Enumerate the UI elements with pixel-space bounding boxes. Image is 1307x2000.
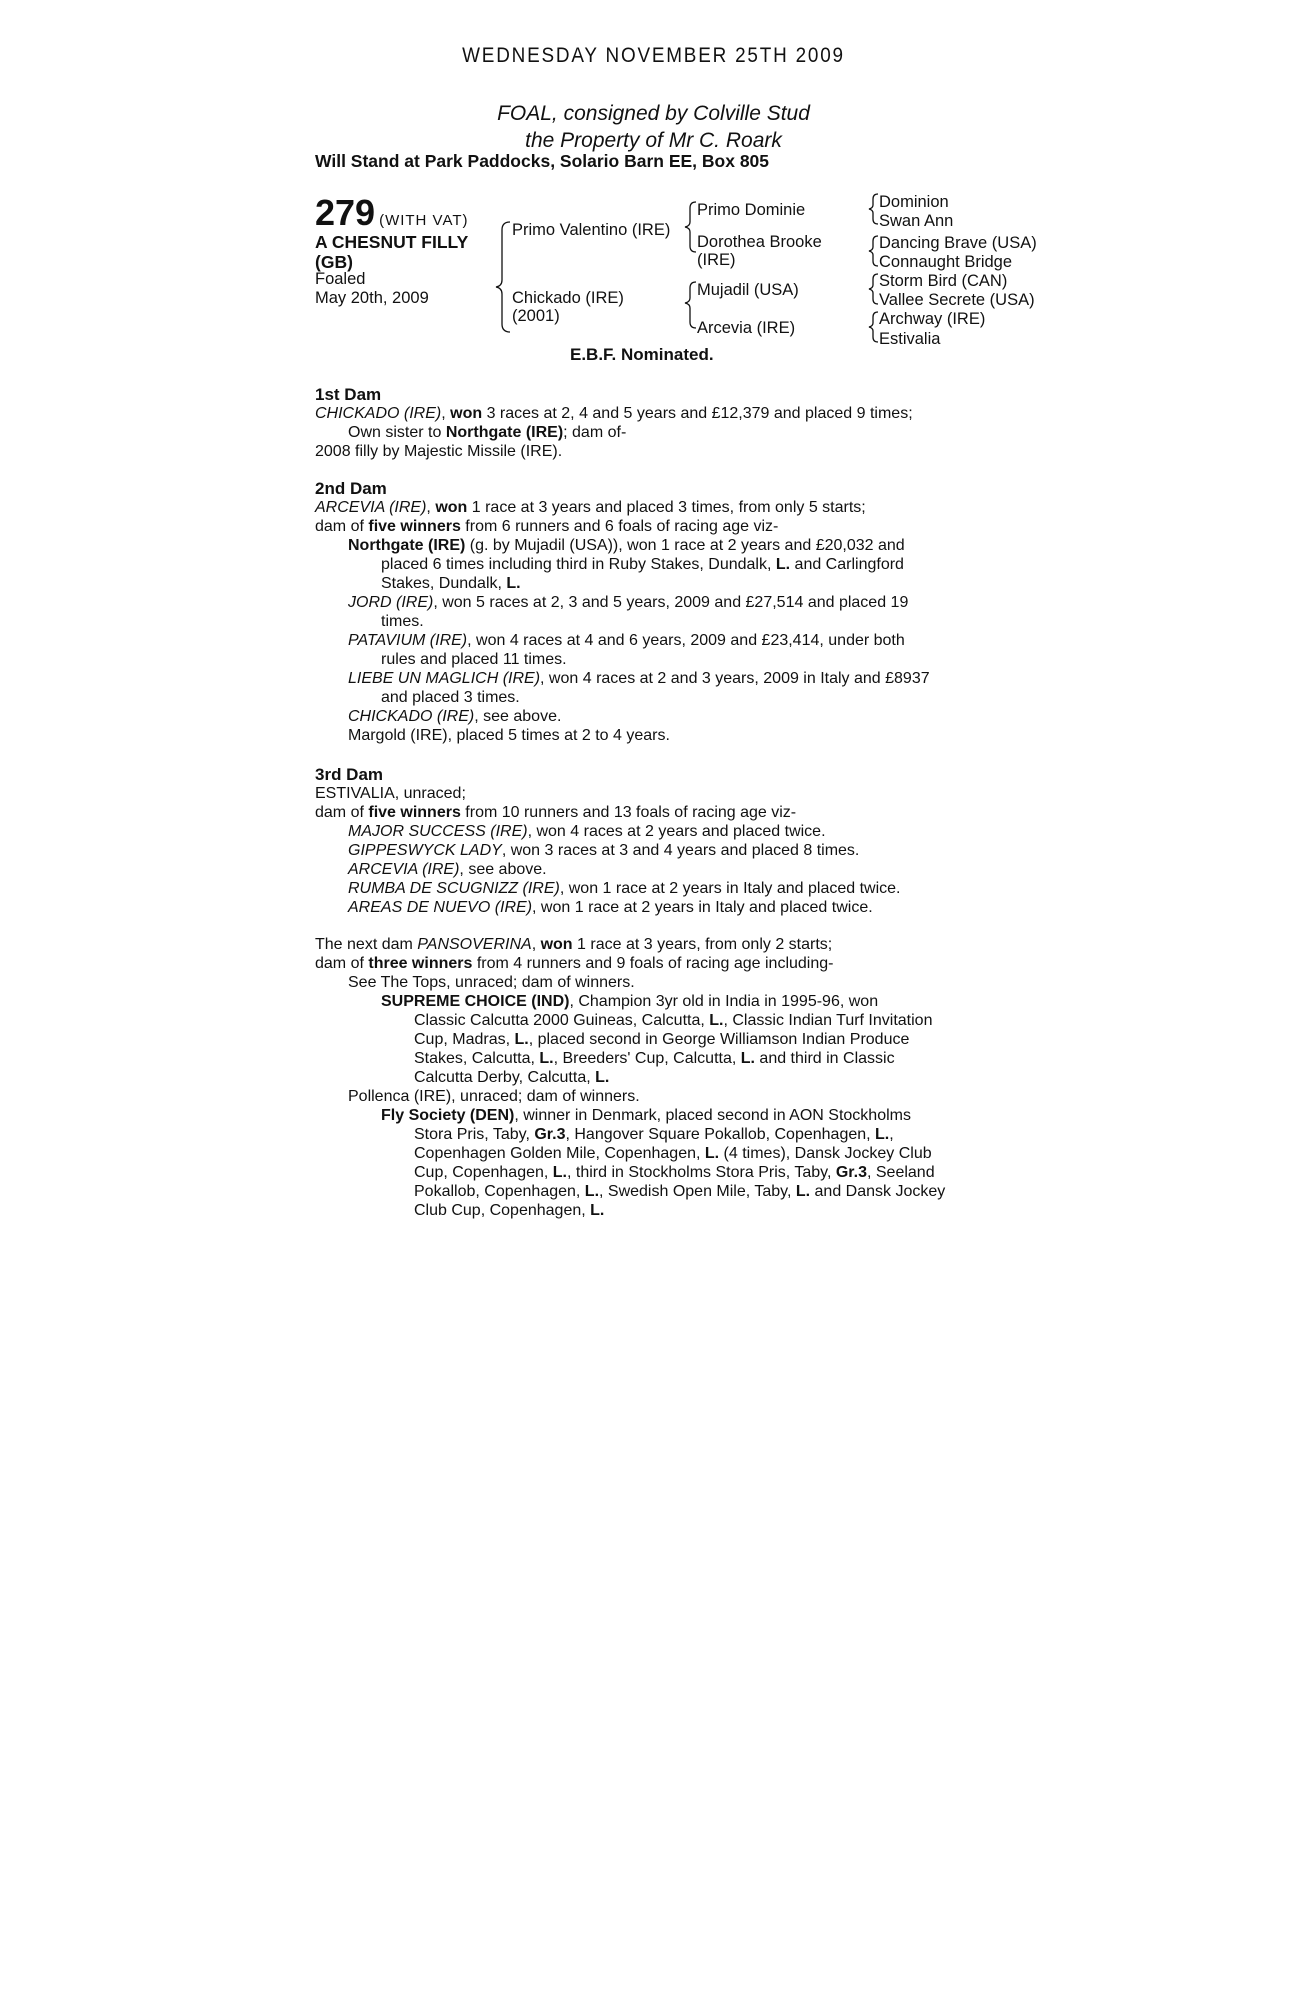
grand-progeny-cont (315, 1182, 995, 1201)
progeny-name: AREAS DE NUEVO (IRE) (348, 899, 533, 916)
winners-count: five winners (368, 804, 461, 821)
pedigree-sire-dam-name: Dorothea Brooke (697, 233, 822, 251)
progeny-text: Calcutta Derby, Calcutta, (414, 1069, 596, 1086)
pedigree-sss: Dominion (879, 193, 949, 211)
progeny-text: , won 1 race at 2 years in Italy and placed twice. (532, 899, 873, 916)
progeny-entry (315, 860, 995, 879)
produce-line: 2008 filly by Majestic Missile (IRE). (315, 443, 563, 460)
listed-label: L. (552, 1164, 567, 1181)
progeny-entry (315, 879, 995, 898)
progeny-name: Fly Society (DEN) (381, 1107, 515, 1124)
winners-count: five winners (368, 518, 461, 535)
progeny-text: , see above. (459, 861, 547, 878)
first-dam-section (315, 385, 995, 461)
record-text: 1 race at 3 years and placed 3 times, from only 5 starts; (467, 499, 866, 516)
dam-of-line (315, 517, 995, 536)
pedigree-dam (512, 289, 624, 325)
sister-name: Northgate (IRE) (445, 424, 564, 441)
group-label: Gr.3 (835, 1164, 867, 1181)
pedigree-sdd: Connaught Bridge (879, 253, 1013, 271)
won-label: won (450, 405, 483, 422)
progeny-text: and Carlingford (790, 556, 904, 573)
sale-date: WEDNESDAY NOVEMBER 25TH 2009 (462, 44, 845, 67)
pedigree-dam-name: Chickado (IRE) (512, 289, 624, 307)
progeny-entry (315, 822, 995, 841)
pedigree-sire: Primo Valentino (IRE) (512, 221, 671, 239)
foaled-date: May 20th, 2009 (315, 289, 429, 307)
dam-of-line (315, 803, 995, 822)
progeny-text: , won 1 race at 2 years in Italy and placed twice. (559, 880, 901, 897)
foals-text: from 4 runners and 9 foals of racing age including- (472, 955, 834, 972)
progeny-name: PATAVIUM (IRE) (348, 632, 468, 649)
ebf-nominated: E.B.F. Nominated. (570, 345, 714, 364)
progeny-entry (315, 841, 995, 860)
listed-label: L. (506, 575, 521, 592)
progeny-text: Copenhagen Golden Mile, Copenhagen, (414, 1145, 705, 1162)
progeny-text: Cup, Madras, (414, 1031, 515, 1048)
progeny-entry: See The Tops, unraced; dam of winners. (348, 974, 635, 991)
own-sister-label: Own sister to (348, 424, 446, 441)
progeny-text: , won 4 races at 2 and 3 years, 2009 in Italy and £8937 (540, 670, 930, 687)
progeny-entry (315, 707, 995, 726)
group-label: Gr.3 (534, 1126, 566, 1143)
grand-progeny-cont: Stora Pris, Taby, Gr.3, Hangover Square Pokallob, Copenhagen, L., (414, 1126, 894, 1143)
second-dam-heading: 2nd Dam (315, 479, 387, 498)
progeny-text: Classic Calcutta 2000 Guineas, Calcutta, (414, 1012, 710, 1029)
progeny-entry-cont: rules and placed 11 times. (381, 651, 567, 668)
dam-name: PANSOVERINA (417, 936, 532, 953)
progeny-text: , third in Stockholms Stora Pris, Taby, (567, 1164, 836, 1181)
second-dam-line: ARCEVIA (IRE), won 1 race at 3 years and placed 3 times, from only 5 starts; (315, 499, 866, 516)
progeny-name: MAJOR SUCCESS (IRE) (348, 823, 528, 840)
pedigree-sire-dam (697, 233, 822, 269)
next-dam-line: The next dam PANSOVERINA, won 1 race at 3 years, from only 2 starts; (315, 936, 833, 953)
progeny-name: SUPREME CHOICE (IND) (381, 993, 570, 1010)
dam-name: CHICKADO (IRE) (315, 405, 442, 422)
listed-label: L. (514, 1031, 529, 1048)
progeny-text: , placed second in George Williamson Indian Produce (528, 1031, 910, 1048)
listed-label: L. (709, 1012, 724, 1029)
lot-number: 279 (315, 192, 376, 233)
dam-of-line (315, 954, 995, 973)
progeny-text: Cup, Copenhagen, (414, 1164, 553, 1181)
progeny-entry-cont: and placed 3 times. (381, 689, 520, 706)
pedigree-ddd: Estivalia (879, 330, 941, 348)
grand-progeny-cont (315, 1049, 995, 1068)
progeny-name: GIPPESWYCK LADY (348, 842, 502, 859)
listed-label: L. (584, 1183, 600, 1200)
pedigree-dam-year: (2001) (512, 307, 560, 325)
progeny-entry-cont (315, 555, 995, 574)
progeny-text: placed 6 times including third in Ruby Stakes, Dundalk, (381, 556, 776, 573)
progeny-text: Stakes, Calcutta, (414, 1050, 540, 1067)
progeny-text: and Dansk Jockey (810, 1183, 946, 1200)
progeny-text: , Champion 3yr old in India in 1995-96, won (569, 993, 879, 1010)
foals-text: from 6 runners and 6 foals of racing age viz- (460, 518, 779, 535)
progeny-entry (315, 631, 995, 650)
first-dam-heading: 1st Dam (315, 385, 382, 404)
progeny-text: , Hangover Square Pokallob, Copenhagen, (565, 1126, 876, 1143)
pedigree-ssd: Swan Ann (879, 212, 954, 230)
progeny-text: Stora Pris, Taby, (414, 1126, 535, 1143)
winners-count: three winners (368, 955, 473, 972)
progeny-name: LIEBE UN MAGLICH (IRE) (348, 670, 541, 687)
listed-label: L. (775, 556, 791, 573)
progeny-entry: Pollenca (IRE), unraced; dam of winners. (348, 1088, 640, 1105)
progeny-text: Pokallob, Copenhagen, (414, 1183, 585, 1200)
consignor-line: FOAL, consigned by Colville Stud (497, 102, 810, 125)
dam-name: ARCEVIA (IRE) (315, 499, 427, 516)
horse-origin: (GB) (315, 252, 353, 272)
grand-progeny-cont (315, 1163, 995, 1182)
listed-label: L. (590, 1202, 605, 1219)
progeny-entry (315, 536, 995, 555)
next-dam-section (315, 935, 995, 1220)
progeny-entry-cont: times. (381, 613, 424, 630)
progeny-text: Stakes, Dundalk, (381, 575, 507, 592)
foals-text: from 10 runners and 13 foals of racing age viz- (460, 804, 797, 821)
pedigree-dss: Storm Bird (CAN) (879, 272, 1008, 290)
grand-progeny-cont (315, 1030, 995, 1049)
stand-location: Will Stand at Park Paddocks, Solario Barn EE, Box 805 (315, 151, 770, 171)
next-dam-prefix: The next dam (315, 936, 418, 953)
dam-of-label: dam of (315, 804, 369, 821)
pedigree-sds: Dancing Brave (USA) (879, 234, 1037, 252)
grand-progeny-entry (315, 1106, 995, 1125)
listed-label: L. (595, 1069, 610, 1086)
progeny-text: , see above. (474, 708, 562, 725)
third-dam-line: ESTIVALIA, unraced; (315, 785, 466, 802)
progeny-text: (4 times), Dansk Jockey Club (719, 1145, 932, 1162)
progeny-name: JORD (IRE) (348, 594, 434, 611)
progeny-text: , won 4 races at 2 years and placed twice. (527, 823, 826, 840)
progeny-text: (g. by Mujadil (USA)), won 1 race at 2 years and £20,032 and (465, 537, 905, 554)
horse-description-line: A CHESNUT FILLY (315, 232, 469, 252)
pedigree-braces (0, 0, 1307, 360)
progeny-text: , Classic Indian Turf Invitation (723, 1012, 933, 1029)
progeny-text: , won 4 races at 4 and 6 years, 2009 and £23,414, under both (467, 632, 905, 649)
record-text: 1 race at 3 years, from only 2 starts; (572, 936, 833, 953)
grand-progeny-cont (315, 1144, 995, 1163)
progeny-text: , winner in Denmark, placed second in AON Stockholms (514, 1107, 911, 1124)
progeny-entry (315, 669, 995, 688)
dam-of-label: dam of (315, 518, 369, 535)
third-dam-heading: 3rd Dam (315, 765, 384, 784)
progeny-entry: Margold (IRE), placed 5 times at 2 to 4 years. (348, 727, 670, 744)
pedigree-dsd: Vallee Secrete (USA) (879, 291, 1035, 309)
dam-of-label: dam of (315, 955, 369, 972)
own-sister-line (315, 423, 995, 442)
progeny-text: , Swedish Open Mile, Taby, (599, 1183, 796, 1200)
vat-label: (WITH VAT) (379, 212, 469, 229)
listed-label: L. (740, 1050, 755, 1067)
listed-label: L. (875, 1126, 890, 1143)
progeny-name: RUMBA DE SCUGNIZZ (IRE) (348, 880, 560, 897)
grand-progeny-entry (315, 992, 995, 1011)
progeny-text: Club Cup, Copenhagen, (414, 1202, 591, 1219)
pedigree-sire-dam-country: (IRE) (697, 251, 736, 269)
pedigree-dam-sire: Mujadil (USA) (697, 281, 799, 299)
progeny-entry (315, 593, 995, 612)
property-line: the Property of Mr C. Roark (525, 129, 782, 152)
listed-label: L. (795, 1183, 811, 1200)
listed-label: L. (539, 1050, 554, 1067)
grand-progeny-cont (315, 1201, 995, 1220)
pedigree-dam-dam: Arcevia (IRE) (697, 319, 796, 337)
record-text: 3 races at 2, 4 and 5 years and £12,379 and placed 9 times; (482, 405, 913, 422)
progeny-text: , Breeders' Cup, Calcutta, (553, 1050, 741, 1067)
first-dam-line: CHICKADO (IRE), won 3 races at 2, 4 and 5 years and £12,379 and placed 9 times; (315, 405, 913, 422)
pedigree-sire-sire: Primo Dominie (697, 201, 806, 219)
progeny-entry-cont (315, 574, 995, 593)
dam-of-label: ; dam of- (563, 424, 627, 441)
progeny-text: , Seeland (866, 1164, 935, 1181)
won-label: won (435, 499, 468, 516)
progeny-text: and third in Classic (754, 1050, 895, 1067)
second-dam-section (315, 479, 995, 745)
foaled-label: Foaled (315, 270, 366, 288)
progeny-text: , won 3 races at 3 and 4 years and placed 8 times. (501, 842, 860, 859)
listed-label: L. (704, 1145, 720, 1162)
pedigree-dds: Archway (IRE) (879, 310, 986, 328)
progeny-text: , won 5 races at 2, 3 and 5 years, 2009 and £27,514 and placed 19 (433, 594, 909, 611)
third-dam-section (315, 765, 995, 917)
grand-progeny-cont (315, 1068, 995, 1087)
grand-progeny-cont (315, 1011, 995, 1030)
progeny-name: Northgate (IRE) (348, 537, 466, 554)
progeny-name: CHICKADO (IRE) (348, 708, 475, 725)
won-label: won (540, 936, 573, 953)
progeny-entry (315, 898, 995, 917)
progeny-name: ARCEVIA (IRE) (348, 861, 460, 878)
